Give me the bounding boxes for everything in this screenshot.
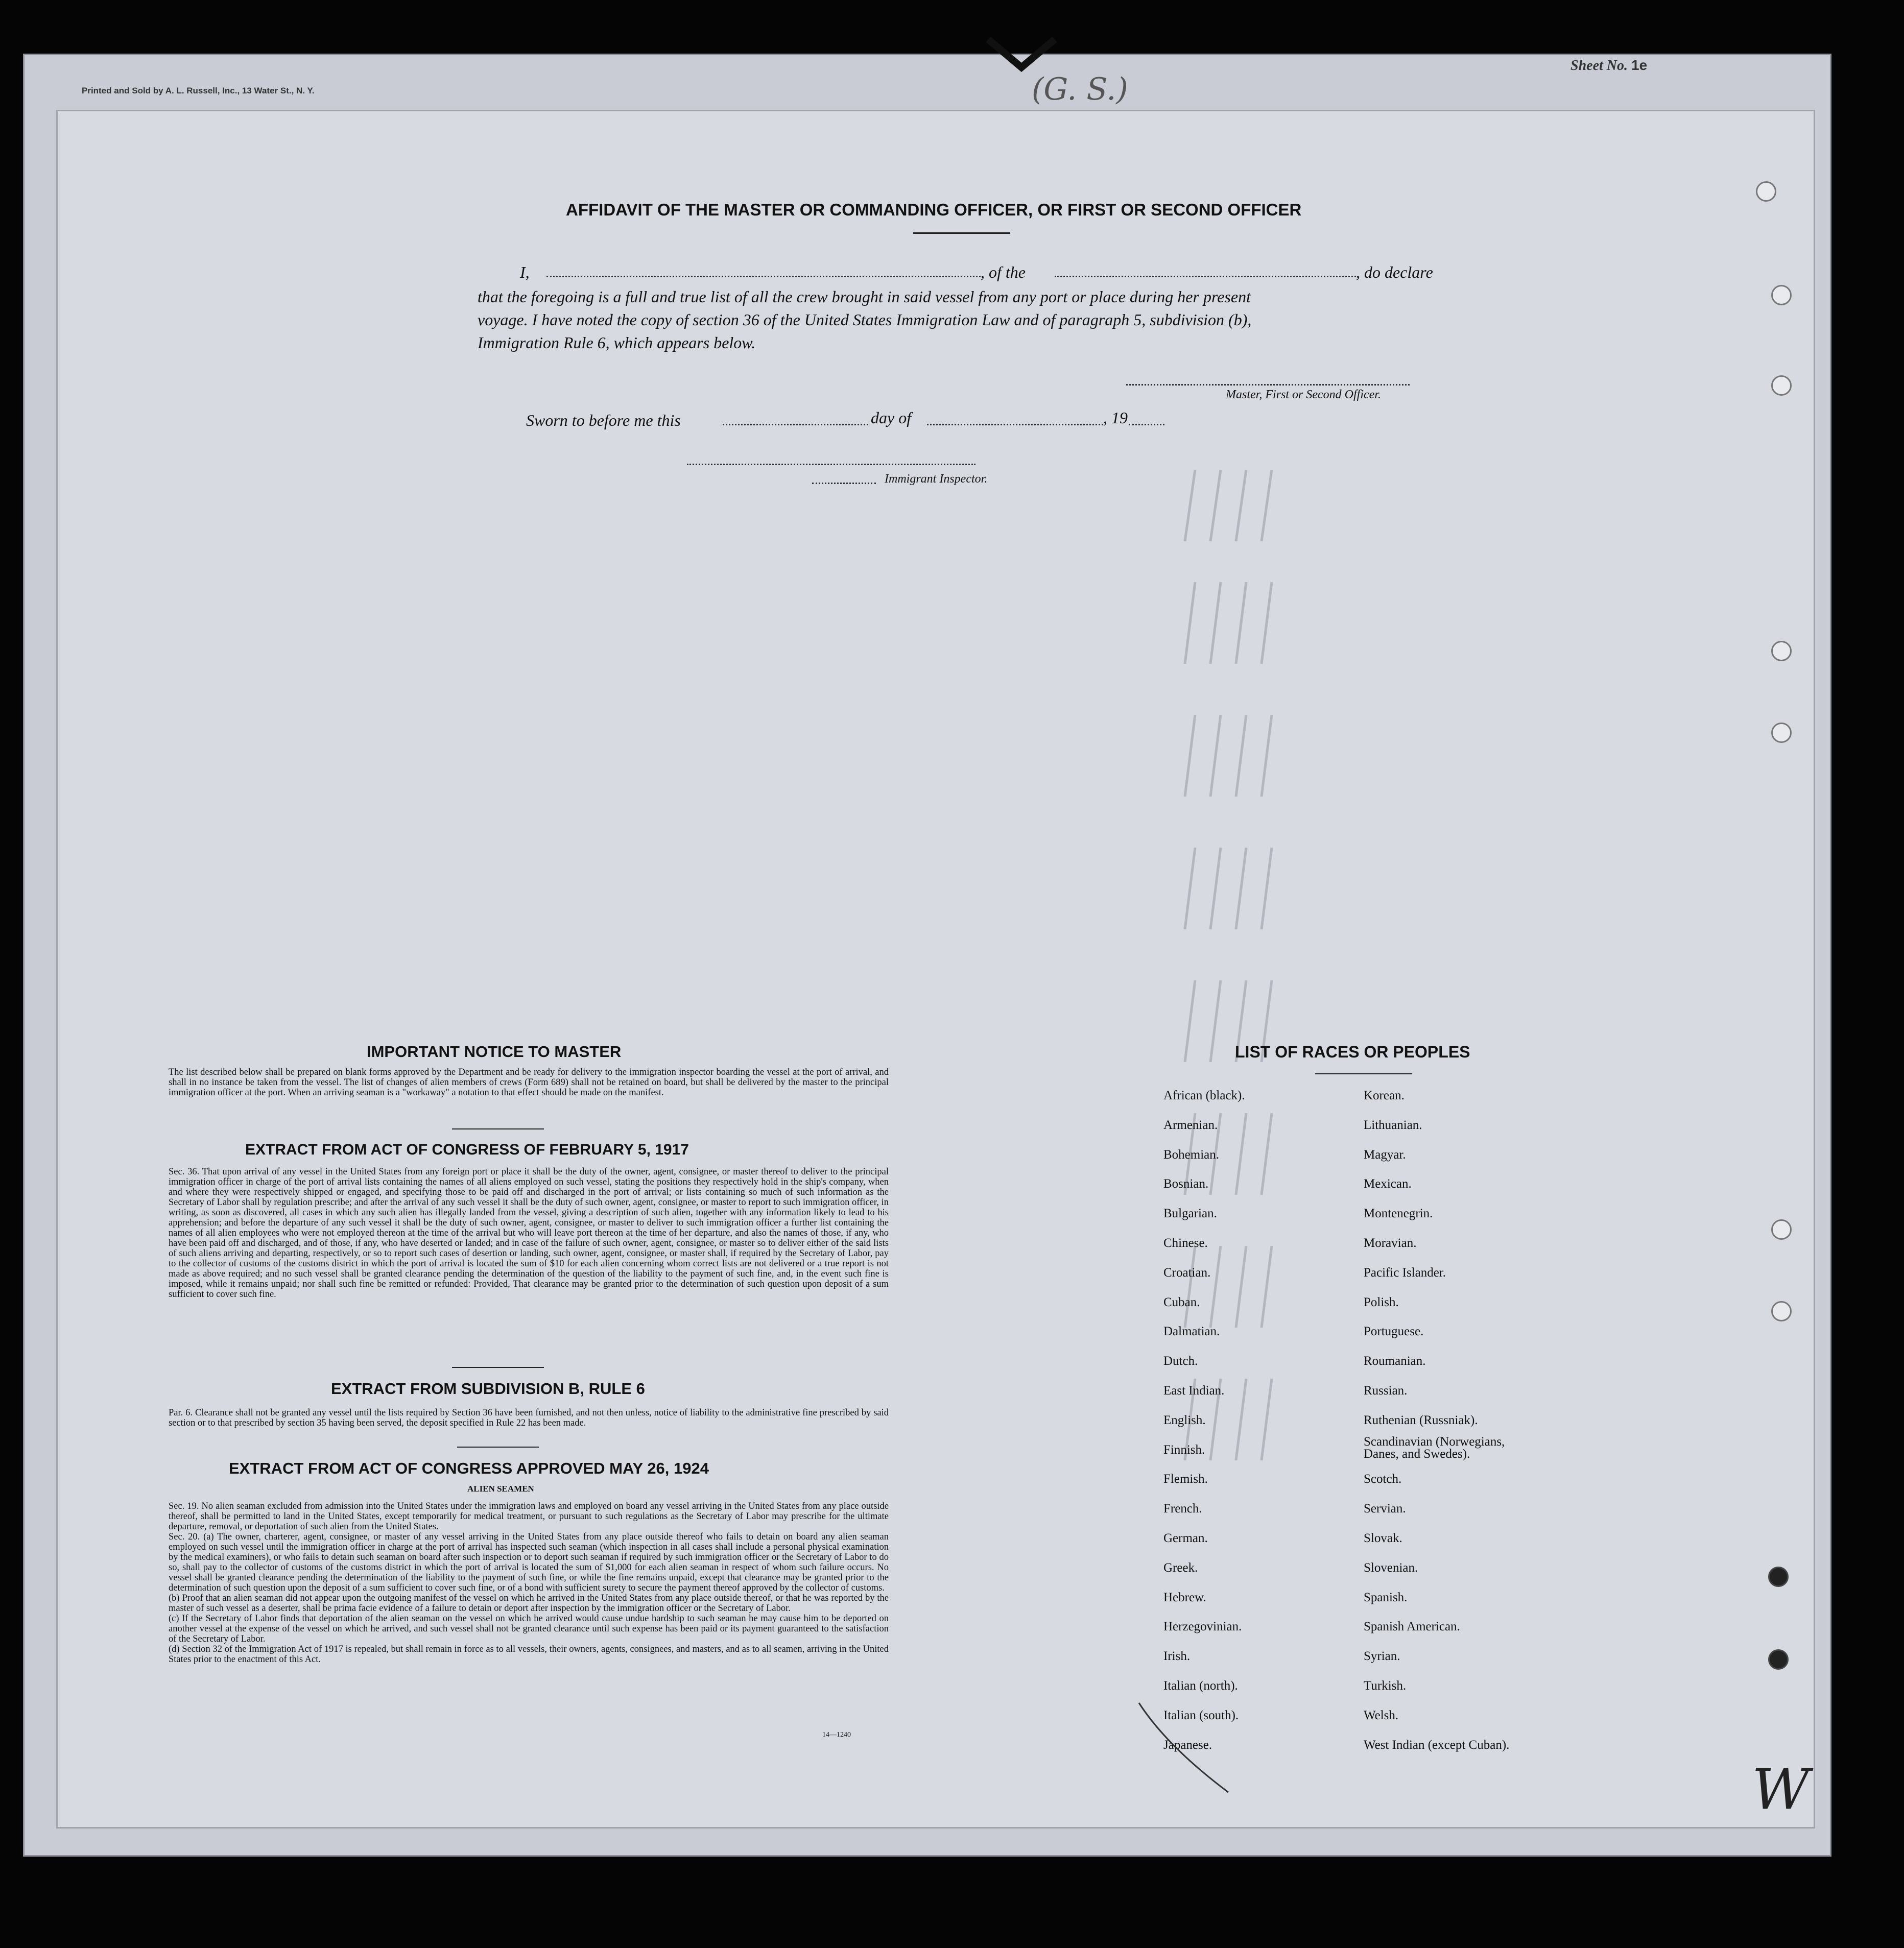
master-signature-blank[interactable]: [1126, 384, 1410, 386]
race-item: Japanese.: [1163, 1738, 1212, 1752]
subdivision-b-body: Par. 6. Clearance shall not be granted any vessel until the lists required by Section 36 have been furnished, and not then unless, notice of liability to the administrative fine prescribed by said section or to that prescribed by section 35 having been served, the deposit specified in Rule 22 has been made.: [169, 1408, 889, 1428]
race-item: Russian.: [1364, 1384, 1408, 1398]
sworn-text: Sworn to before me this: [526, 411, 681, 429]
race-item: West Indian (except Cuban).: [1364, 1738, 1510, 1752]
punch-hole-icon: [1756, 181, 1776, 202]
binder-clip-icon: [986, 37, 1057, 73]
affidavit-declare: , do declare: [1356, 263, 1433, 281]
affidavit-title: AFFIDAVIT OF THE MASTER OR COMMANDING OFFICER, OR FIRST OR SECOND OFFICER: [566, 200, 1302, 219]
divider: [913, 232, 1010, 234]
divider: [452, 1367, 544, 1368]
race-item: English.: [1163, 1413, 1206, 1427]
day-blank[interactable]: [723, 424, 868, 425]
handwritten-annotation: (G. S.): [1032, 71, 1128, 107]
race-item: Moravian.: [1364, 1236, 1417, 1250]
race-item: Slovenian.: [1364, 1560, 1418, 1575]
affidavit-line-3: voyage. I have noted the copy of section 36 of the United States Immigration Law and of paragraph 5, subdivision (b),: [478, 310, 1252, 329]
race-item: Slovak.: [1364, 1531, 1402, 1545]
race-item: Scotch.: [1364, 1472, 1402, 1486]
form-number: 14—1240: [822, 1731, 851, 1739]
faint-tally-marks: [1175, 449, 1307, 1573]
punch-hole-icon: [1771, 723, 1792, 743]
race-item: Flemish.: [1163, 1472, 1208, 1486]
race-item: Portuguese.: [1364, 1325, 1424, 1339]
race-item: Welsh.: [1364, 1708, 1399, 1722]
sheet-number-value: 1e: [1631, 57, 1648, 73]
extract-1917-body: Sec. 36. That upon arrival of any vessel in the United States from any foreign port or place it shall be the duty of the owner, agent, consignee, or master thereof to deliver to the principal immigration officer in charge of the port of arrival lists containing the names of all aliens employed on such vessel, stating the positions they respectively hold in the ship's company, when and where they were respectively shipped or engaged, and specifying those to be paid off and discharged in the port of arrival; or lists containing so much of such information as the Secretary of Labor shall by regulation prescribe; and after the arrival of any such vessel it shall be the duty of such owner, agent, consignee, or master to report to such immigration officer, in writing, as soon as discovered, all cases in which any such alien has illegally landed from the vessel, giving a description of such alien, together with any information likely to lead to his apprehension; and before the departure of any such vessel it shall be the duty of such owner, agent, consignee, or master to deliver to such immigration officer a further list containing the names of all alien employees who were not employed thereon at the time of the arrival but who will leave port thereon at the time of her departure, and also the names of those, if any, who have been paid off and discharged, and of those, if any, who have deserted or landed; and in case of the failure of such owner, agent, consignee, or master so to deliver either of the said lists of such aliens arriving and departing, respectively, or so to report such cases of desertion or landing, such owner, agent, consignee, or master shall, if required by the Secretary of Labor, pay to the collector of customs of the customs district in which the port of arrival is located the sum of $10 for each alien concerning whom correct lists are not delivered or a true report is not made as above required; and no such vessel shall be granted clearance pending the determination of the question of the liability to the payment of such fine, and, in the event such fine is imposed, while it remains unpaid; nor shall such fine be remitted or refunded: Provided, That clearance may be granted prior to the determination of such question upon deposit of a sum sufficient to cover such fine.: [169, 1167, 889, 1300]
divider: [452, 1128, 544, 1129]
race-item: Turkish.: [1364, 1679, 1407, 1693]
race-item: Ruthenian (Russniak).: [1364, 1413, 1478, 1427]
race-item: Lithuanian.: [1364, 1118, 1422, 1132]
race-item: Montenegrin.: [1364, 1207, 1433, 1221]
name-blank[interactable]: [546, 276, 981, 277]
race-item: East Indian.: [1163, 1384, 1225, 1398]
punch-hole-icon: [1771, 285, 1792, 305]
race-item: Herzegovinian.: [1163, 1620, 1242, 1634]
pencil-stroke-mark: [1136, 1700, 1233, 1797]
race-item: Cuban.: [1163, 1295, 1200, 1309]
race-item: Armenian.: [1163, 1118, 1218, 1132]
race-item: Chinese.: [1163, 1236, 1208, 1250]
punch-hole-icon: [1768, 1649, 1789, 1670]
extract-1924-subtitle: ALIEN SEAMEN: [467, 1484, 534, 1494]
inspector-signature-blank[interactable]: [687, 464, 975, 465]
race-item: Spanish American.: [1364, 1620, 1460, 1634]
race-item: Italian (south).: [1163, 1708, 1239, 1722]
extract-1917-title: EXTRACT FROM ACT OF CONGRESS OF FEBRUARY 5, 1917: [245, 1141, 689, 1158]
handwritten-w: W: [1752, 1757, 1810, 1822]
race-item: Dutch.: [1163, 1354, 1198, 1368]
notice-body: The list described below shall be prepared on blank forms approved by the Department and be ready for delivery to the immigration inspector boarding the vessel at the port of arrival, and shall in no instance be taken from the vessel. The list of changes of alien members of crews (Form 689) shall not be retained on board, but shall be delivered by the master to the principal immigration officer at the port. When an arriving seaman is a "workaway" a notation to that effect should be made on the manifest.: [169, 1067, 889, 1098]
race-item: Bulgarian.: [1163, 1207, 1217, 1221]
inspector-short-blank: [812, 483, 876, 484]
affidavit-i: I,: [520, 263, 530, 281]
extract-1924-title: EXTRACT FROM ACT OF CONGRESS APPROVED MAY 26, 1924: [229, 1459, 709, 1477]
extract-1924-body: Sec. 19. No alien seaman excluded from admission into the United States under the immigration laws and employed on board any vessel arriving in the United States from any place outside thereof, shall be permitted to land in the United States, except temporarily for medical treatment, or pursuant to such regulations as the Secretary of Labor may prescribe for the ultimate departure, removal, or deportation of such alien from the United States. Sec. 20. (a) The owner, charterer, agent, consignee, or master of any vessel arriving in the United States from any place outside thereof who fails to detain on board any alien seaman employed on such vessel until the immigration officer in charge at the port of arrival has inspected such seaman (which inspection in all cases shall include a personal physical examination by the medical examiners), or who fails to detain such seaman on board after such inspection or to deport such seaman if required by such immigration officer or the Secretary of Labor to do so, shall pay to the collector of customs of the customs district in which the port of arrival is located the sum of $1,000 for each alien seaman in respect of whom such failure occurs. No vessel shall be granted clearance pending the determination of the liability to the payment of such fine, or while the fine remains unpaid, except that clearance may be granted prior to the determination of such question upon the deposit of a sum sufficient to cover such fine, or of a bond with sufficient surety to secure the payment thereof approved by the collector of customs. (b) Proof that an alien seaman did not appear upon the outgoing manifest of the vessel on which he arrived in the United States from any place outside thereof, or that he was reported by the master of such vessel as a deserter, shall be prima facie evidence of a failure to detain or deport after inspection by the immigration officer or the Secretary of Labor. (c) If the Secretary of Labor finds that deportation of the alien seaman on the vessel on which he arrived would cause undue hardship to such seaman he may cause him to be deported on another vessel at the expense of the vessel on which he arrived, and such vessel shall not be granted clearance until such expense has been paid or its payment guaranteed to the satisfaction of the Secretary of Labor. (d) Section 32 of the Immigration Act of 1917 is repealed, but shall remain in force as to all vessels, their owners, agents, consignees, and masters, and as to all seamen, arriving in the United States prior to the enactment of this Act.: [169, 1501, 889, 1665]
race-item: Korean.: [1364, 1089, 1405, 1102]
punch-hole-icon: [1771, 641, 1792, 661]
vessel-blank[interactable]: [1055, 276, 1356, 277]
race-item: Roumanian.: [1364, 1354, 1426, 1368]
printer-imprint: Printed and Sold by A. L. Russell, Inc., 13 Water St., N. Y.: [82, 86, 315, 95]
race-item: Polish.: [1364, 1295, 1399, 1309]
race-item: Spanish.: [1364, 1590, 1408, 1604]
race-item: Magyar.: [1364, 1147, 1406, 1162]
year-text: , 19: [1103, 408, 1128, 427]
month-blank[interactable]: [927, 424, 1103, 425]
inspector-label: Immigrant Inspector.: [885, 472, 988, 486]
year-blank[interactable]: [1129, 424, 1164, 425]
race-item: Dalmatian.: [1163, 1325, 1220, 1339]
race-item: Hebrew.: [1163, 1590, 1206, 1604]
divider: [1315, 1073, 1412, 1074]
race-item: Finnish.: [1163, 1442, 1205, 1457]
race-item: Bosnian.: [1163, 1177, 1209, 1191]
punch-hole-icon: [1771, 375, 1792, 396]
race-item: Bohemian.: [1163, 1147, 1220, 1162]
race-item: Irish.: [1163, 1649, 1191, 1664]
punch-hole-icon: [1771, 1219, 1792, 1240]
subdivision-b-title: EXTRACT FROM SUBDIVISION B, RULE 6: [331, 1380, 645, 1398]
punch-hole-icon: [1768, 1567, 1789, 1587]
affidavit-line-2: that the foregoing is a full and true list of all the crew brought in said vessel from any port or place during her present: [478, 287, 1251, 306]
day-of-text: day of: [871, 408, 912, 427]
race-item: Mexican.: [1364, 1177, 1412, 1191]
notice-title: IMPORTANT NOTICE TO MASTER: [367, 1043, 622, 1061]
race-item: Servian.: [1364, 1502, 1406, 1516]
race-item: Scandinavian (Norwegians, Danes, and Swedes).: [1364, 1434, 1505, 1461]
race-item: African (black).: [1163, 1089, 1245, 1102]
affidavit-of-the: , of the: [981, 263, 1026, 281]
sheet-number: [1570, 57, 1647, 74]
race-item: Italian (north).: [1163, 1679, 1238, 1693]
race-item: German.: [1163, 1531, 1208, 1545]
race-item: Greek.: [1163, 1560, 1198, 1575]
punch-hole-icon: [1771, 1301, 1792, 1321]
divider: [457, 1447, 539, 1448]
race-item: Pacific Islander.: [1364, 1265, 1446, 1280]
sheet-number-label: Sheet No.: [1570, 58, 1628, 74]
race-item: Croatian.: [1163, 1265, 1211, 1280]
races-title: LIST OF RACES OR PEOPLES: [1235, 1043, 1470, 1061]
affidavit-line-4: Immigration Rule 6, which appears below.: [478, 333, 756, 352]
race-item: French.: [1163, 1502, 1202, 1516]
master-label: Master, First or Second Officer.: [1226, 388, 1381, 401]
race-item: Syrian.: [1364, 1649, 1400, 1664]
